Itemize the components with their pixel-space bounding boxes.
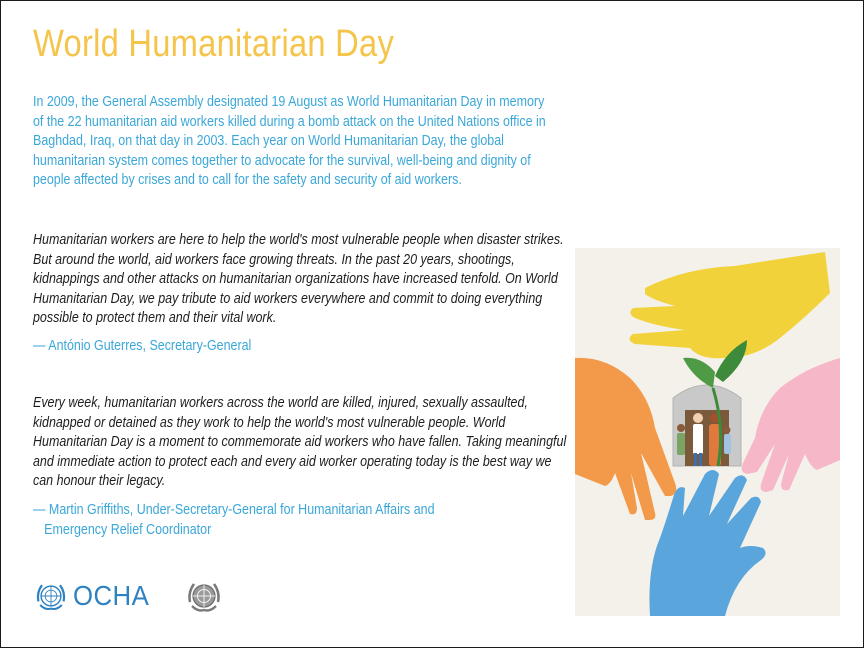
logo-row <box>33 576 224 616</box>
intro-paragraph: In 2009, the General Assembly designated 19 August as World Humanitarian Day in memory of the 22 humanitarian aid workers killed during a bomb attack on the United Nations office in Baghdad, Iraq, on that day in 2003. Each year on World Humanitarian Day, the global humanitarian system comes together to advocate for the survival, well-being and dignity of people affected by crises and to call for the safety and security of aid workers. <box>33 94 546 189</box>
un-emblem-grey-icon <box>184 576 224 616</box>
ocha-wordmark: OCHA <box>73 580 150 611</box>
guterres-attribution: — António Guterres, Secretary-General <box>33 338 252 354</box>
griffiths-quote: Every week, humanitarian workers across the world are killed, injured, sexually assaulted, kidnapped or detained as they work to help the world's most vulnerable people. World Humanitarian Day is a moment to commemorate aid workers who have fallen. Taking meaningful and immediate action to protect each and every aid worker operating today is the best way we can honour their legacy. <box>33 395 567 490</box>
page-title: World Humanitarian Day <box>33 23 395 65</box>
hands-shelter-illustration <box>575 248 840 616</box>
un-emblem-icon <box>33 578 69 614</box>
griffiths-attribution <box>33 501 435 540</box>
griffiths-attribution-line1: — Martin Griffiths, Under-Secretary-General for Humanitarian Affairs and <box>33 502 435 518</box>
griffiths-attribution-line2: Emergency Relief Coordinator <box>44 521 212 538</box>
guterres-quote: Humanitarian workers are here to help the world's most vulnerable people when disaster strikes. But around the world, aid workers face growing threats. In the past 20 years, shootings, kidnappings and other attacks on humanitarian organizations have increased tenfold. On World Humanitarian Day, we pay tribute to aid workers everywhere and commit to doing everything possible to protect them and their vital work. <box>33 232 564 327</box>
